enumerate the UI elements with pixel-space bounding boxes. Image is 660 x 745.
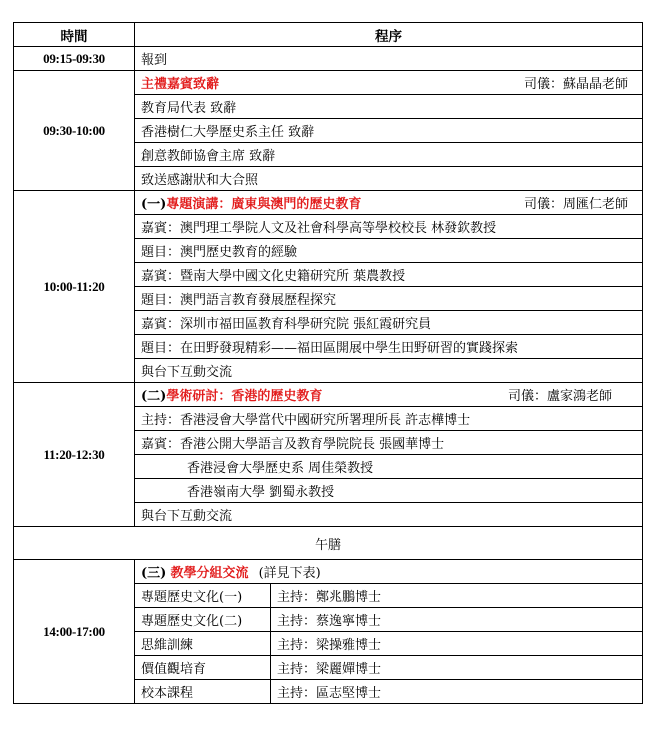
registration-row [14,47,643,71]
group-chair: 主持：梁麗嬋博士 [271,656,643,680]
keynote-item: 題目：澳門語言教育發展歷程探究 [135,287,643,311]
opening-item: 致送感謝狀和大合照 [135,167,643,191]
registration-text: 報到 [135,47,643,71]
program-header: 程序 [135,23,643,47]
group-topic: 思維訓練 [135,632,271,656]
keynote-host: 司儀：周匯仁老師 [523,197,628,212]
keynote-item: 與台下互動交流 [135,359,643,383]
opening-item: 香港樹仁大學歷史系主任 致辭 [135,119,643,143]
workshop-prefix: (三) [141,566,167,581]
opening-title-cell [135,71,643,95]
seminar-closing: 與台下互動交流 [135,503,643,527]
seminar-guest: 香港嶺南大學 劉蜀永教授 [135,479,643,503]
lunch-row [14,527,643,560]
group-chair: 主持：區志堅博士 [271,680,643,704]
seminar-title-cell [135,383,643,407]
keynote-time: 10:00-11:20 [14,191,135,383]
time-header: 時間 [14,23,135,47]
header-row [14,23,643,47]
opening-title: 主禮嘉賓致辭 [141,77,220,92]
keynote-item: 題目：在田野發現精彩——福田區開展中學生田野研習的實踐探索 [135,335,643,359]
seminar-time: 11:20-12:30 [14,383,135,527]
opening-item: 創意教師協會主席 致辭 [135,143,643,167]
workshop-title-row [14,560,643,584]
group-chair: 主持：蔡逸寧博士 [271,608,643,632]
schedule-table [13,22,643,704]
keynote-item: 嘉賓：澳門理工學院人文及社會科學高等學校校長 林發欽教授 [135,215,643,239]
keynote-item: 題目：澳門歷史教育的經驗 [135,239,643,263]
group-topic: 校本課程 [135,680,271,704]
workshop-time: 14:00-17:00 [14,560,135,704]
seminar-chair: 主持：香港浸會大學當代中國研究所署理所長 許志樺博士 [135,407,643,431]
workshop-title: 教學分組交流 [170,566,249,581]
registration-time: 09:15-09:30 [14,47,135,71]
seminar-title-row [14,383,643,407]
keynote-prefix: (一) [141,197,167,212]
group-topic: 價值觀培育 [135,656,271,680]
group-topic: 專題歷史文化(一) [135,584,271,608]
seminar-title: 學術研討：香港的歷史教育 [166,389,323,404]
opening-time: 09:30-10:00 [14,71,135,191]
keynote-item: 嘉賓：深圳市福田區教育科學研究院 張紅霞研究員 [135,311,643,335]
workshop-note: (詳見下表) [258,566,321,581]
group-chair: 主持：鄭兆鵬博士 [271,584,643,608]
keynote-title-row [14,191,643,215]
keynote-item: 嘉賓：暨南大學中國文化史籍研究所 葉農教授 [135,263,643,287]
group-topic: 專題歷史文化(二) [135,608,271,632]
lunch-text: 午膳 [14,527,643,560]
keynote-title-cell [135,191,643,215]
seminar-guest: 香港浸會大學歷史系 周佳榮教授 [135,455,643,479]
seminar-guest: 嘉賓：香港公開大學語言及教育學院院長 張國華博士 [135,431,643,455]
opening-item: 教育局代表 致辭 [135,95,643,119]
opening-title-row [14,71,643,95]
seminar-host: 司儀：盧家鴻老師 [507,389,612,404]
group-chair: 主持：梁操雅博士 [271,632,643,656]
opening-host: 司儀：蘇晶晶老師 [523,77,628,92]
seminar-prefix: (二) [141,389,167,404]
workshop-title-cell [135,560,643,584]
keynote-title: 專題演講：廣東與澳門的歷史教育 [166,197,362,212]
